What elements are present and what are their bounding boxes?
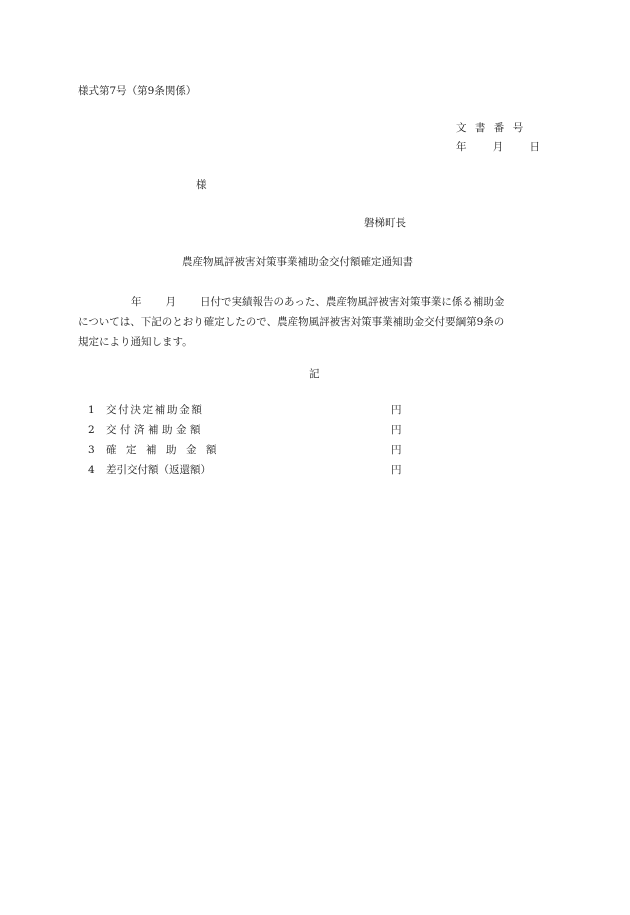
list-item: [88, 465, 408, 485]
item-label: 差引交付額（返還額）: [106, 464, 211, 476]
item-list: [88, 405, 408, 485]
addressee-honorific: 様: [196, 179, 207, 191]
item-label: 交付決定補助金額: [106, 404, 204, 416]
body-line-1-text: 日付で実績報告のあった、農産物風評被害対策事業に係る補助金: [200, 296, 505, 308]
item-number: 1: [88, 404, 95, 416]
item-number: 2: [88, 424, 95, 436]
item-unit: 円: [391, 424, 402, 436]
body-year: 年: [131, 296, 142, 308]
date-day-label: 日: [529, 141, 540, 153]
list-item: [88, 425, 408, 445]
document-number-label: 文書番号: [456, 122, 532, 134]
item-unit: 円: [391, 464, 402, 476]
document-title: 農産物風評被害対策事業補助金交付額確定通知書: [182, 256, 413, 268]
list-item: [88, 405, 408, 425]
body-line-3: 規定により通知します。: [78, 336, 193, 348]
item-unit: 円: [391, 444, 402, 456]
date-month-label: 月: [492, 141, 504, 153]
form-number: 様式第7号（第9条関係）: [78, 85, 197, 97]
document-date: [456, 142, 540, 153]
body-line-1: [78, 292, 554, 312]
item-label: 確定補助金額: [106, 444, 226, 456]
body-line-2: については、下記のとおり確定したので、農産物風評被害対策事業補助金交付要綱第9条の: [78, 316, 505, 328]
body-paragraph: [78, 292, 554, 352]
ki-heading: 記: [309, 368, 320, 380]
body-month: 月: [165, 296, 176, 308]
item-number: 3: [88, 444, 95, 456]
date-year-label: 年: [456, 141, 467, 153]
item-unit: 円: [391, 404, 402, 416]
issuer-name: 磐梯町長: [364, 217, 406, 229]
item-label: 交付済補助金額: [106, 424, 204, 436]
list-item: [88, 445, 408, 465]
item-number: 4: [88, 464, 95, 476]
